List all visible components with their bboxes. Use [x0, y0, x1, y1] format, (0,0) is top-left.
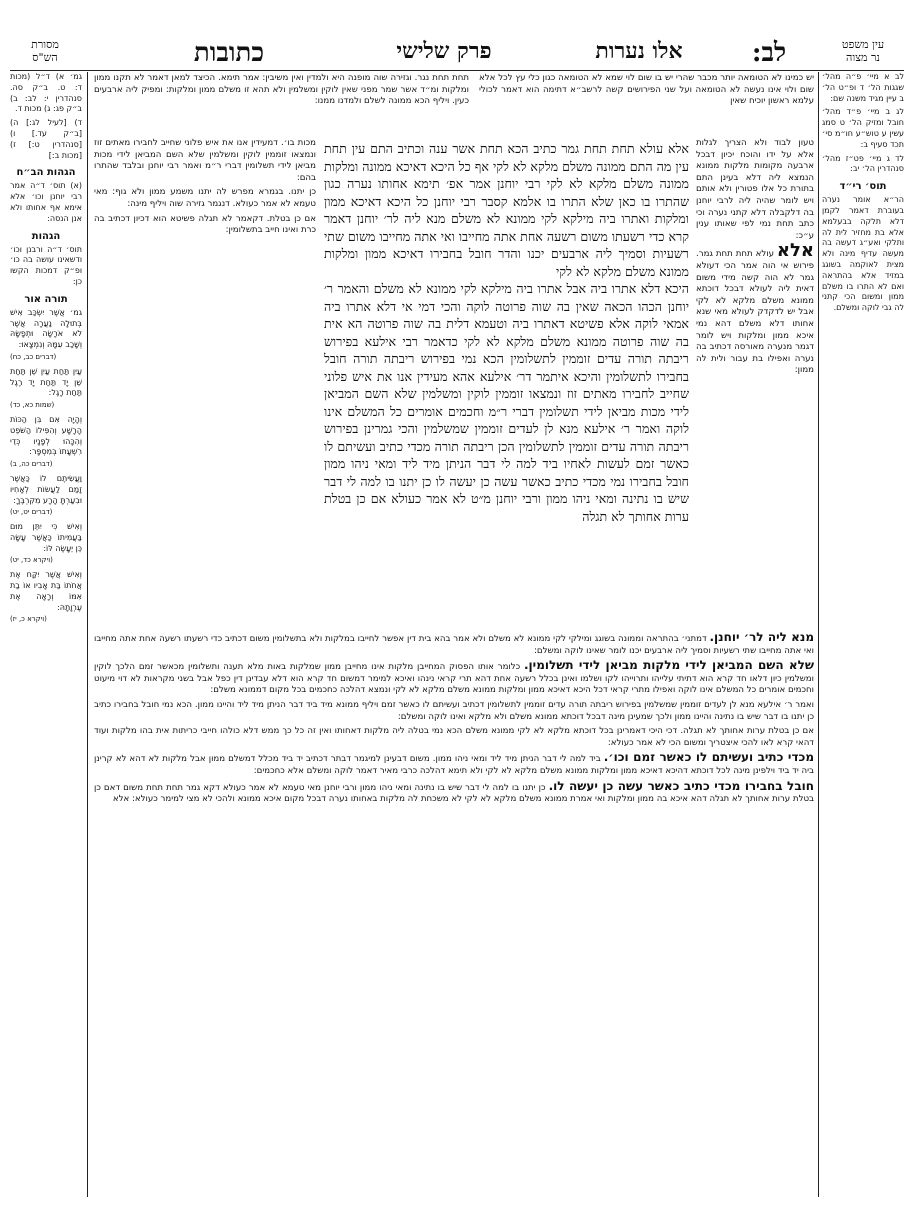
- tosafot-rid-heading: תוס׳ רי״ד: [839, 181, 887, 193]
- gemara-paragraph-2: היכא דלא אתרו ביה אבל אתרו ביה מילקא לקי ממונא לא משלם והאמר ר׳ יוחנן הכהו הכאה שאין בה שוה פרוטה לוקה והכי דמי אי דלא אתרו ביה אמאי לוקה אלא פשיטא דאתרו ביה וטעמא דלית בה שוה פרוטה הא אית בה שוה פרוטה ממונא משלם מלקא לא לקי כדאמר רבי אילעא בפירוש ריבתה תורה עדים זוממין לתשלומין הכא נמי בפירוש ריבתה תורה חובל בחבירו לתשלומין והיכא איתמר דר׳ אילעא אהא מעידין אנו את איש פלוני שחייב לחבירו מאתים זוז ונמצאו זוממין לוקין ומשלמין שלא השם המביאן לידי מכות מביאן לידי תשלומין דברי ר״מ וחכמים אומרים כל המשלם אינו לוקה ואמר ר׳ אילעא מנא לן לעדים זוממין שמשלמין והכי גמרינן בפירוש ריבתה תורה עדים זוממין לתשלומין הכן ריבתה תורה מכדי כתיב ועשיתם לו כאשר זמם לעשות לאחיו ביד למה לי דבר הניתן מיד ליד ומאי ניהו ממון חובל בחבירו נמי מכדי כתיב כאשר עשה כן יעשה לו כן יתנו בו למה לי דבר שיש בו נתינה ומאי ניהו ממון ורבי יוחנן מ״ט לא אמר כעולא אם כן בטלת ערות אחותך לא תגלה: [324, 281, 689, 524]
- right-margin-column: [822, 72, 904, 1197]
- torah-or-ref-2: (שמות כא, כד): [10, 401, 55, 410]
- torah-or-verse-2: עַיִן תַּחַת עַיִן שֵׁן תַּחַת שֵׁן יָד תַּחַת יָד רֶגֶל תַּחַת רָגֶל:: [10, 366, 82, 398]
- header-rule: [10, 70, 904, 71]
- chapter-name: אלו נערות: [595, 38, 683, 64]
- torah-or-verse-3: וְהָיָה אִם בִּן הַכּוֹת הָרָשָׁע וְהִפִּילוֹ הַשֹּׁפֵט וְהִכָּהוּ לְפָנָיו כְּדֵי רִשְׁעָתוֹ בְּמִסְפָּר:: [10, 414, 82, 457]
- ein-mishpat-entry-2: לג ב מיי׳ פ״ד מהל׳ חובל ומזיק הל׳ ט סמג עשין ע טוש״ע חו״מ סי׳ תכד סעיף ב:: [822, 107, 904, 149]
- ein-mishpat-entry-3: לד ג מיי׳ פט״ז מהל׳ סנהדרין הל׳ יב:: [822, 153, 904, 174]
- torah-or-ref-3: (דברים כה, ב): [10, 460, 53, 469]
- tosafot-right-column: [696, 138, 814, 628]
- rashi-bottom-paragraph-1: [94, 632, 814, 657]
- hagahot-habach-heading: הגהות הב״ח: [16, 167, 76, 179]
- rashi-bottom-lead-3: מכדי כתיב ועשיתם לו כאשר זמם וכו׳.: [603, 750, 814, 765]
- tosafot-top-strip: יש כמינו לא הטומאה יותר מכבר שהרי יש בו שום לוי שמא לא הטומאה כגון כלי עץ לכל אלא שום ולוי אינו נעשה לא הטומאה ועל שני הפירושים קשה לרשב״א דתימה הוא דאמר לכולי עלמא ראשון יוכיח שאין: [479, 73, 814, 107]
- gemara-main-text: [324, 140, 689, 650]
- folio-number: לב:: [751, 38, 787, 68]
- perek-name: פרק שלישי: [396, 38, 492, 64]
- rashi-column-paragraph-3: אם כן בטלת. דקאמר לא תגלה פשיטא הוא דכיון דכתיב בה כרת ואינו חייב בתשלומין:: [94, 213, 316, 236]
- left-margin-column: [10, 72, 82, 1197]
- torah-or-ref-4: (דברים יט, יט): [10, 508, 53, 517]
- rashi-bottom-text-2: כלומר אותו הפסוק המחייבן מלקות אינו מחייבן ממון שמלקות באות מלא תענה ותשלומין מכאשר זמם הלכך לוקין ומשלמין כיון דלאו חד קרא הוא דתיתי עלייהו ותרוייהו לקו ושלמו ואינן בכלל רשעה אחת דהא תרי קראי נינהו ואיכא למימר דמשום חד קרא הוא דלא עבדינן דין כפל אבל בשני מקראות לא דוי מיעוט וחכמים אומרים כל המשלם אינו לוקה ואפילו מתרי קראי דכל היכא דאיכא ממון ומלקות ממונא משלם מלקא לא לקי ונמצא דהלכה כחכמים בכל מקום דממונא משלם:: [94, 662, 814, 696]
- right-margin-rule: [818, 72, 819, 1197]
- masoret-heading: מסורת הש"ס: [31, 38, 59, 64]
- ein-mishpat-entry-1: לב א מיי׳ פ״ה מהל׳ שגגות הל׳ ד ופ״ט הל׳ ב עיין מגיד משנה שם:: [822, 72, 904, 103]
- torah-or-verse-5: וְאִישׁ כִּי יִתֵּן מוּם בַּעֲמִיתוֹ כַּאֲשֶׁר עָשָׂה כֵּן יֵעָשֶׂה לּוֹ:: [10, 522, 82, 553]
- rashi-bottom-lead-2: שלא השם המביאן לידי מלקות מביאן לידי תשלומין.: [524, 658, 814, 673]
- left-margin-title: [10, 38, 80, 64]
- tractate-name: כתובות: [193, 38, 265, 68]
- rashi-bottom-paragraph-3: ואמר ר׳ אילעא מנא לן לעדים זוממין שמשלמין בפירוש ריבתה תורה עדים זוממין לתשלומין דכתיב ועשיתם לו כאשר זמם ויליף ממונא מיד ביד דבר הניתן מיד ליד והיינו ממון. הכא נמי חובל בחבירו כתיב כן יתנו בו דבר שיש בו נתינה והיינו ממון ולכך שמעינן מינה דבכל דוכתא ממונא משלם ולא מלקא ואינו לוקה ומשלם:: [94, 699, 814, 722]
- rashi-bottom-paragraph-5: [94, 752, 814, 777]
- masoret-entry-1: גמ׳ א) ד״ל (מכות ד: ט. ב״ק סה. סנהדרין י: לב: ב) ב״ק פג: ג) מכות ד.: [10, 72, 82, 114]
- hagahot-habach-text: (א) תוס׳ ד״ה אמר רבי יוחנן וכו׳ אלא אימא אף אחותו ולא אנן הנסה:: [10, 181, 82, 223]
- rashi-bottom-lead-1: מנא ליה לר׳ יוחנן.: [709, 632, 814, 644]
- torah-or-verse-6: וְאִישׁ אֲשֶׁר יִקַּח אֶת אֲחֹתוֹ בַּת אָבִיו אוֹ בַת אִמּוֹ וְרָאָה אֶת עֶרְוָתָהּ:: [10, 570, 82, 612]
- torah-or-verse-1: גמ׳ אֲשֶׁר יִשְׂכַּב אִישׁ בְּתוּלָה נַעֲרָה אֲשֶׁר לֹא אֹרָשָׂה וּתְפָשָׂהּ וְשָׁכַב עִמָּהּ וְנִמְצָאוּ:: [10, 307, 82, 350]
- tosafot-paragraph-1: טעון לבוד ולא הצריך לגלות אלא על ידו והוכח יכיון דבכל ארבעה מקומות מלקות ממונא הנמצא ליה דלא בעינן התם בתורת כל אלו פטורין ולא אותם ויש לומר שהיה ליה לרבי יוחנן בה דלקבלה דלא קתני נערה וכי כתב תחת נמי לפי שאותו ענין ע״כ:: [696, 138, 814, 241]
- ein-mishpat-heading: עין משפט נר מצוה: [841, 38, 885, 64]
- tosafot-lead-word: אלא: [776, 240, 814, 262]
- torah-or-ref-1: (דברים כב, כח): [10, 352, 57, 361]
- torah-or-ref-6: (ויקרא כ, יז): [10, 615, 47, 624]
- rashi-bottom-text-6: כן יתנו בו למה לי דבר שיש בו נתינה ומאי ניהו ממון ורבי יוחנן מאי טעמא לא אמר כעולא דקא גמר תחת תחת משום דאם כן בטלת ערות אחותך לא תגלה דהא איכא בה ממון ומלקות ואי אמרת ממונא משלם מלקא לא לקי לא משכחת לה מלקות באחותו נערה דבכל מקום איכא ממונא ולהכי לא מצי למימר כעולא: אלא: [94, 782, 814, 805]
- hagahot-heading: הגהות: [31, 230, 61, 242]
- tosafot-paragraph-2: [696, 240, 814, 377]
- right-margin-title: [822, 38, 904, 64]
- tosafot-rid-text: הר״א אומר נערה בעוברת דאמר לקמן דלא תלקה בבעלמא אלא בת מחזיר לית לה ותלקי ואע״ג דעשה בה מעשה עדיף מינה ולא מצית לאוקמה בשוגג במזיד אלא בהתראה ואם לא התרו בו משלם ממון ומשום הכי קתני לה גבי לוקה ומשלם.: [822, 195, 904, 313]
- rashi-top-strip: תחת תחת נגר. וגזירה שוה מופנה היא ולמדין ואין משיבין: אמר תימא. הכיצד למאן דאמר לא תקנו ממון ומלקות ומ״ד אשר שמר מפני שאין לוקין ומשלמין ולא תהא זו משלם ממון ומלקות: ומפיק ליה ארבעים כעין. ויליף הכא ממונה לשלם ולמדנו ממנו:: [94, 73, 469, 107]
- torah-or-ref-5: (ויקרא כד, יט): [10, 556, 53, 565]
- rashi-left-column: [94, 138, 316, 363]
- rashi-column-paragraph-2: כן יתנו. בגמרא מפרש לה יתנו משמע ממון ולא גוף: מאי טעמא לא אמר כעולא. דנגמר גזירה שוה ויליף מינה:: [94, 187, 316, 209]
- torah-or-verse-4: וַעֲשִׂיתֶם לוֹ כַּאֲשֶׁר זָמַם לַעֲשׂוֹת לְאָחִיו וּבִעַרְתָּ הָרָע מִקִּרְבֶּךָ:: [10, 473, 82, 505]
- hagahot-text: תוס׳ ד״ה ורבנן וכו׳ ודשאינו עושה בה כו׳ ופ״ק דמכות הקשו כן:: [10, 244, 82, 286]
- gemara-paragraph-1: אלא עולא תחת תחת גמר כתיב הכא תחת אשר ענה וכתיב התם עין תחת עין מה התם ממונה משלם מלקא לא לקי אף כל היכא דאיכא ממונה ומלקות ממונה משלם מלקא לא לקי רבי יוחנן אמר אפ׳ תימא אחותו נערה כגון שהתרו בו כאן שלא התרו בו אלמא קסבר רבי יוחנן כל היכא דאיכא ממון ומלקות ואתרו ביה מילקא לקי ממונא לא משלם מנא ליה לר׳ יוחנן דאמר קרא כדי רשעתו משום רשעה אחת אתה מחייבו ואי אתה מחייבו משום שתי רשעיות וסמיך ליה ארבעים יכנו והדר חובל בחבירו דאיכא ממון ומלקות ממונא משלם מלקא לא לקי: [324, 141, 689, 279]
- left-margin-rule: [87, 72, 88, 1197]
- rashi-bottom-commentary: [94, 632, 814, 1197]
- tosafot-paragraph-2-text: עולא תחת תחת גמר. פירוש אי הוה אמר הכי דעולא גמר לא הוה קשה מידי משום דאית ליה לעולא דבכל דוכתא ממונא משלם מלקא לא לקי אבל יש לדקדק לעולא מאי שנא אחותו דלא משלם דהא נמי איכא ממון ומלקות ויש לומר דגמר מנערה מאורסה דכתיב בה נערה ואפילו בת עבור ולית לה ממון:: [696, 249, 814, 376]
- rashi-bottom-paragraph-6: [94, 778, 814, 806]
- rashi-bottom-paragraph-2: [94, 660, 814, 697]
- rashi-column-paragraph-1: מכות בו׳. דמעידין אנו את איש פלוני שחייב לחבירו מאתים זוז ונמצאו זוממין לוקין ומשלמין שלא השם המביאן לידי מכות מביאן לידי תשלומין דברי ר״מ ואמר רבי יוחנן ובלבד שהתרו בהם:: [94, 138, 316, 183]
- rashi-bottom-text-5: ביד למה לי דבר הניתן מיד ליד ומאי ניהו ממון. משום דבעינן למיגמר דבתר דכתיב יד ביד מכלל דמשלם ממון אבל מלקות לא דהא לא קרינן ביה יד ביד וילפינן מינה לכל דוכתא דהיכא דאיכא ממון ומלקות ממונא משלם מלקא לא לקי ולא תימא דהלכה כרבי מאיר דאמר לוקה ומשלם אלא כחכמים:: [94, 754, 814, 776]
- rashi-bottom-text-1: דמתני׳ בהתראה וממונה בשוגג ומילקי לקי ממונא לא משלם ולא אמר בהא בית דין אפשר לחייבו במלקות ולא בתשלומין משום דכתיב כדי רשעתו רשעה אחת אתה מחייבו ואי אתה מחייבו שתי רשעיות וסמיך ליה ארבעים יכנו לומר שאינו לוקה ומשלם:: [94, 634, 814, 656]
- rashi-bottom-paragraph-4: אם כן בטלת ערות אחותך לא תגלה. דכי היכי דאמרינן בכל דוכתא מלקא לא לקי ממונא משלם הכא נמי בטלה ליה מלקות דאחותו ואין זה כל כך ממש דלא כולהו חייבי כריתות אית בהו מלקות ועוד דהאי קרא לאו להכי איצטריך ומשום הכי לא אמר כעולא:: [94, 726, 814, 748]
- torah-or-heading: תורה אור: [24, 293, 68, 305]
- masoret-entry-2: ד) [לעיל לג:] ה) [ב״ק עד.] ו) [סנהדרין ט:] ז) [מכות ב:]: [10, 118, 82, 160]
- rashi-bottom-lead-4: חובל בחבירו מכדי כתיב כאשר עשה כן יעשה לו.: [548, 778, 814, 793]
